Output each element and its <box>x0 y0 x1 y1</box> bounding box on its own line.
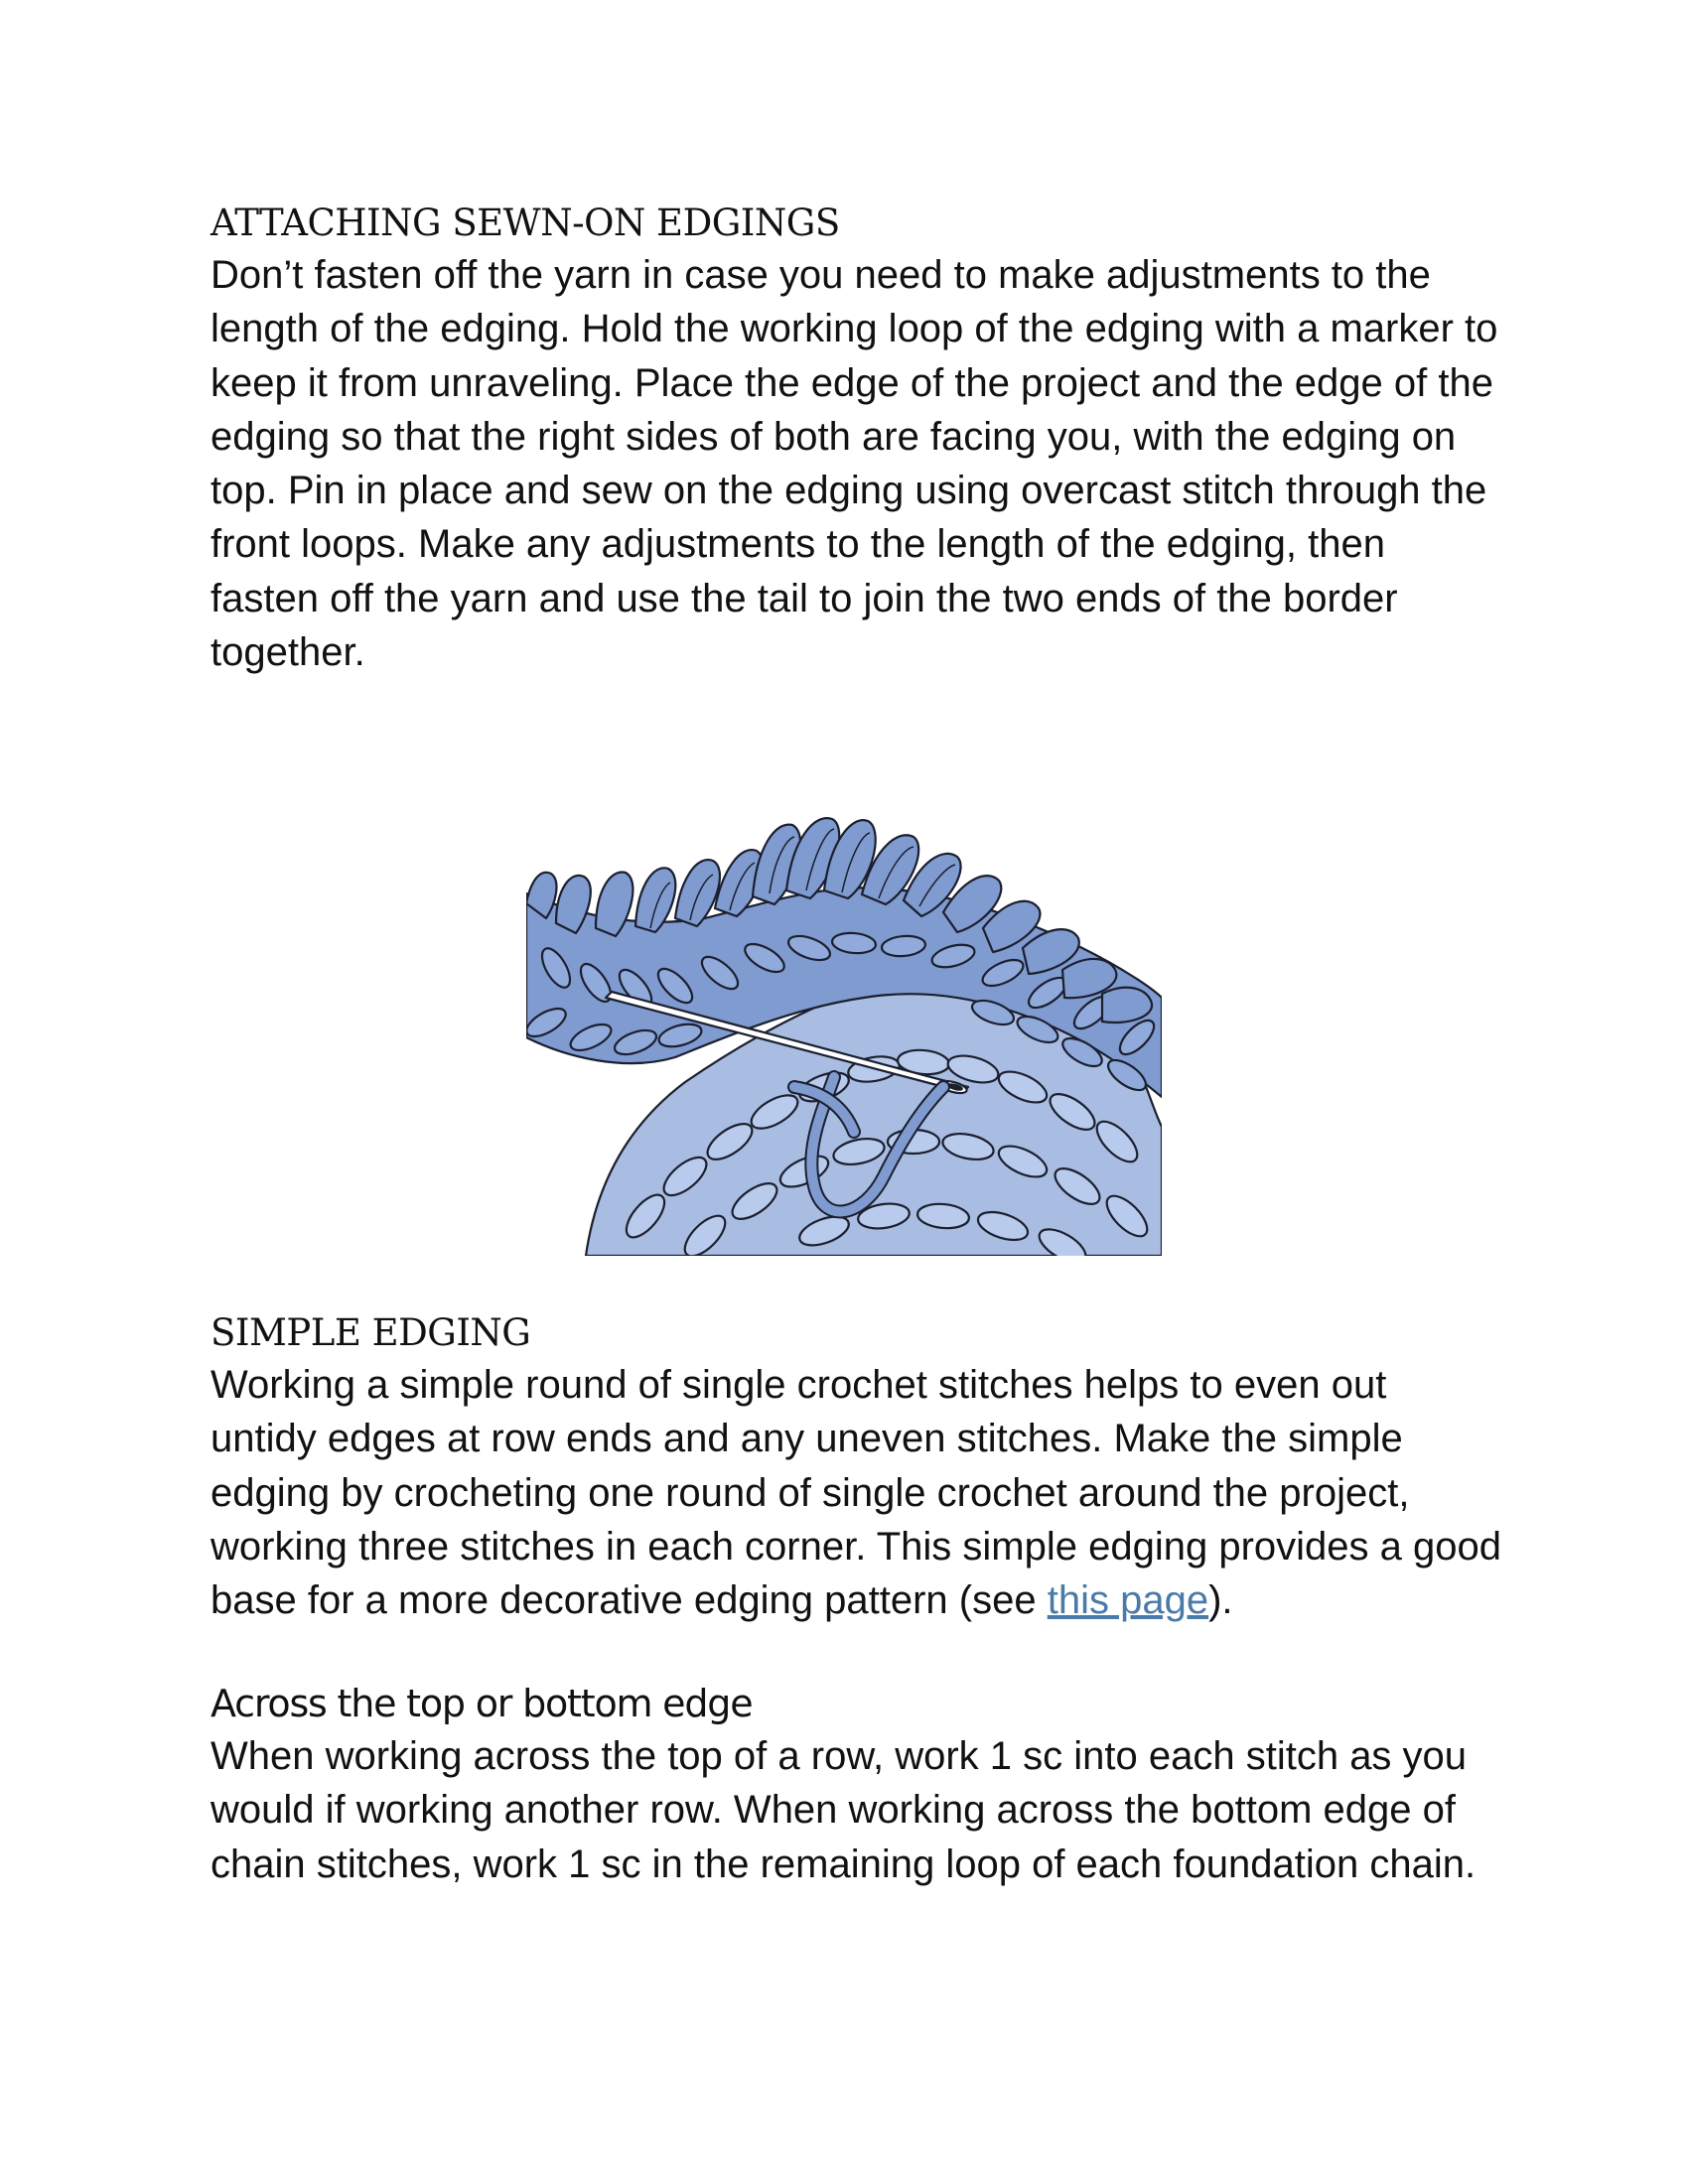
this-page-link[interactable]: this page <box>1047 1578 1209 1623</box>
section-paragraph: Don’t fasten off the yarn in case you need to make adjustments to the length of the edging. Hold the working loop of the edging with a marker to keep it from unraveling. Place the edge of the project and the edge of the edging so that the right sides of both are facing you, with the edging on top. Pin in place and sew on the edging using overcast stitch through the front loops. Make any adjustments to the length of the edging, then fasten off the yarn and use the tail to join the two ends of the border together. <box>211 253 1498 675</box>
paragraph-text-end: ). <box>1208 1578 1233 1623</box>
section-heading: SIMPLE EDGING <box>211 1311 531 1354</box>
paragraph-text: Working a simple round of single crochet stitches helps to even out untidy edges at row ends and any uneven stitches. Make the simple edging by crocheting one round of single crochet around the project, working three stitches in each corner. This simple edging provides a good base for a more decorative edging pattern (see <box>211 1363 1501 1623</box>
section-attaching-sewn-on-edgings <box>211 199 1501 679</box>
subsection-heading: Across the top or bottom edge <box>211 1682 753 1725</box>
section-heading: ATTACHING SEWN-ON EDGINGS <box>211 202 840 244</box>
section-paragraph: When working across the top of a row, work 1 sc into each stitch as you would if working another row. When working across the bottom edge of chain stitches, work 1 sc in the remaining loop of each foundation chain. <box>211 1734 1477 1886</box>
section-across-top-or-bottom-edge <box>211 1678 1501 1891</box>
section-paragraph <box>211 1358 1501 1627</box>
sewing-edging-illustration <box>526 809 1162 1256</box>
section-simple-edging <box>211 1308 1501 1627</box>
